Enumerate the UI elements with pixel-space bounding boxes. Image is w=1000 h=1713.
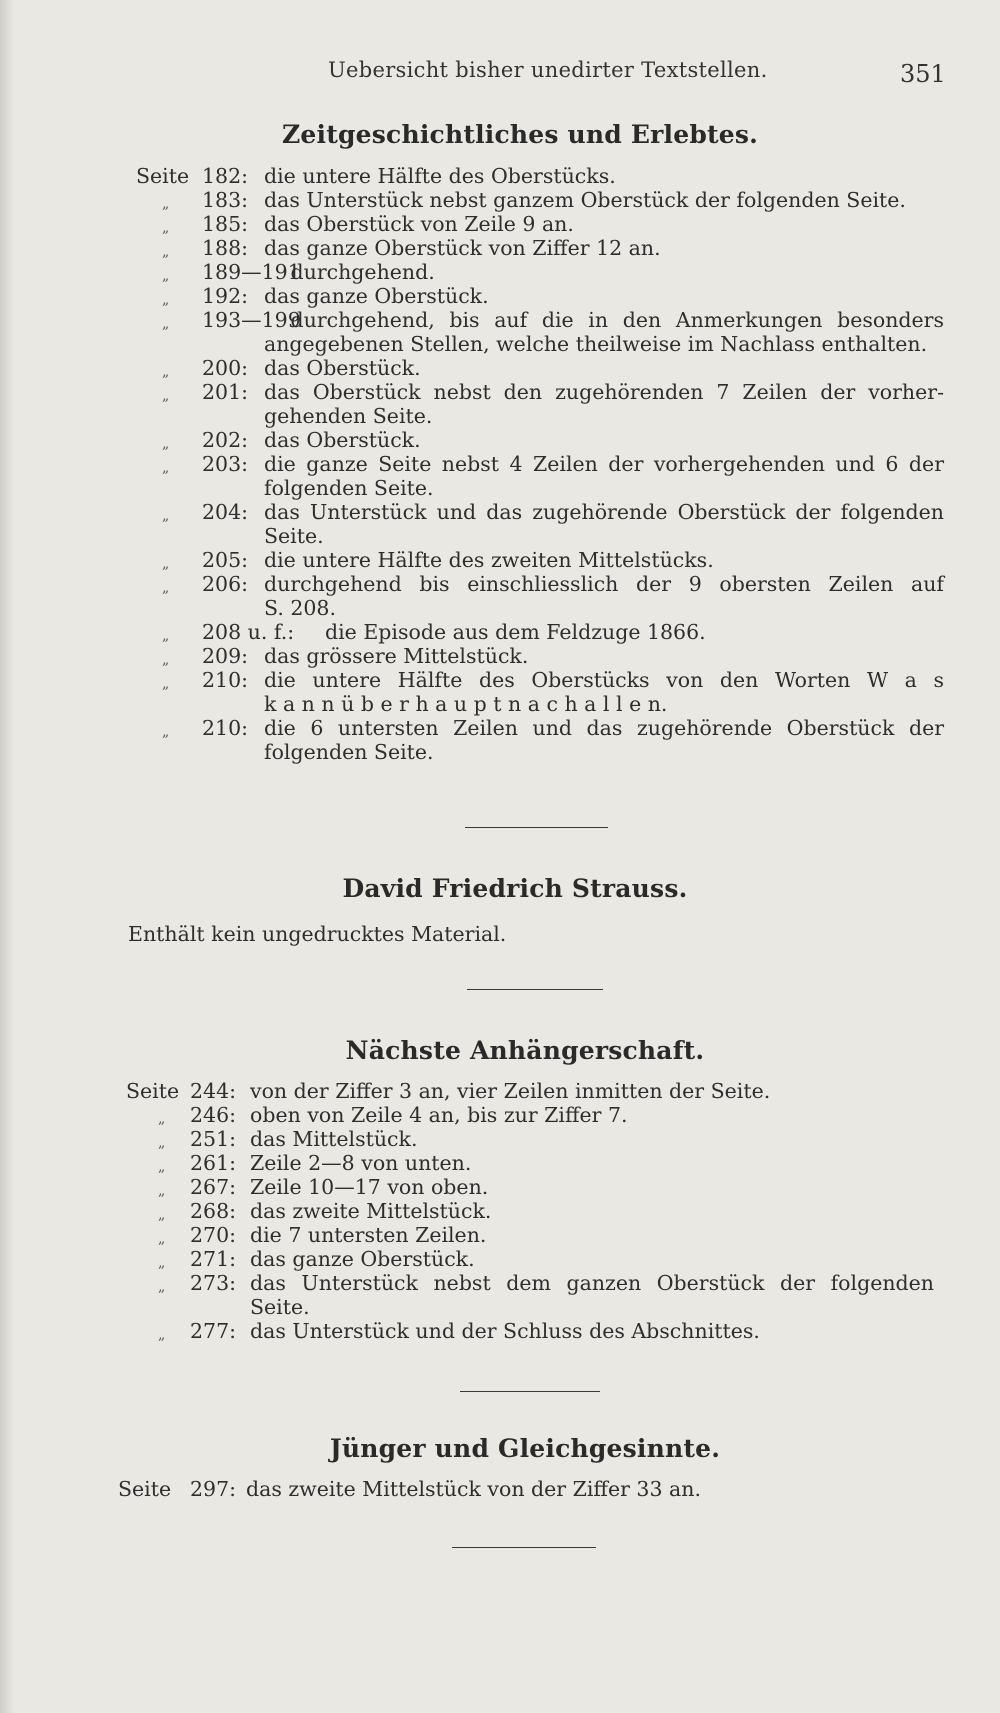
- entry-description-line: Zeile 2—8 von unten.: [250, 1151, 472, 1175]
- entry-description-line: die 7 untersten Zeilen.: [250, 1223, 487, 1247]
- list-item: [0, 164, 1000, 188]
- page-reference: 205:: [202, 548, 249, 572]
- page-reference: 188:: [202, 236, 249, 260]
- ditto-mark: „: [158, 1135, 166, 1151]
- list-item: [0, 1223, 1000, 1247]
- entry-description-line: gehenden Seite.: [264, 404, 433, 428]
- entry-description-line: das Unterstück nebst dem ganzen Oberstück der folgenden: [250, 1271, 934, 1295]
- section-title: Nächste Anhängerschaft.: [345, 1036, 705, 1065]
- list-item: [0, 1477, 1000, 1501]
- list-item: [0, 1151, 1000, 1175]
- entry-description-line: Seite.: [250, 1295, 310, 1319]
- list-item: [0, 452, 1000, 500]
- page-reference: 203:: [202, 452, 249, 476]
- entry-description-line: angegebenen Stellen, welche theilweise im Nachlass enthalten.: [264, 332, 928, 356]
- entry-description-line: durchgehend.: [290, 260, 435, 284]
- entry-description-line: die 6 untersten Zeilen und das zugehörende Oberstück der: [264, 716, 944, 740]
- section-zeitgeschichtliches: [0, 120, 1000, 764]
- ditto-mark: „: [162, 316, 170, 332]
- list-item: [0, 212, 1000, 236]
- ditto-mark: „: [158, 1231, 166, 1247]
- entry-description-line: von der Ziffer 3 an, vier Zeilen inmitten der Seite.: [250, 1079, 771, 1103]
- entry-description-line: das grössere Mittelstück.: [264, 644, 529, 668]
- entry-description-line: die Episode aus dem Feldzuge 1866.: [325, 620, 706, 644]
- section-divider: [452, 1547, 596, 1548]
- lead-word: Seite: [126, 1079, 180, 1103]
- ditto-mark: „: [158, 1183, 166, 1199]
- list-item: [0, 644, 1000, 668]
- entry-description-line: Seite.: [264, 524, 324, 548]
- section-divider: [465, 827, 608, 828]
- list-item: [0, 1103, 1000, 1127]
- page-reference: 244:: [190, 1079, 237, 1103]
- entry-description-line: die untere Hälfte des Oberstücks.: [264, 164, 616, 188]
- ditto-mark: „: [162, 388, 170, 404]
- ditto-mark: „: [158, 1327, 166, 1343]
- entry-description-line: die untere Hälfte des zweiten Mittelstücks.: [264, 548, 714, 572]
- entry-description-line: die untere Hälfte des Oberstücks von den Worten W a s: [264, 668, 944, 692]
- list-item: [0, 428, 1000, 452]
- page-reference: 193—199: [202, 308, 301, 332]
- page-reference: 189—191: [202, 260, 301, 284]
- section-title: David Friedrich Strauss.: [342, 874, 688, 903]
- entry-description-line: das Oberstück von Zeile 9 an.: [264, 212, 574, 236]
- list-item: [0, 1271, 1000, 1319]
- page-reference: 261:: [190, 1151, 237, 1175]
- list-item: [0, 668, 1000, 716]
- entry-description-line: durchgehend bis einschliesslich der 9 obersten Zeilen auf: [264, 572, 944, 596]
- ditto-mark: „: [158, 1255, 166, 1271]
- page-reference: 297:: [190, 1477, 237, 1501]
- list-item: [0, 1079, 1000, 1103]
- ditto-mark: „: [162, 196, 170, 212]
- page-reference: 267:: [190, 1175, 237, 1199]
- entry-description-line: das Mittelstück.: [250, 1127, 418, 1151]
- entry-description-line: Zeile 10—17 von oben.: [250, 1175, 489, 1199]
- page-reference: 273:: [190, 1271, 237, 1295]
- ditto-mark: „: [158, 1279, 166, 1295]
- list-item: [0, 1319, 1000, 1343]
- ditto-mark: „: [162, 292, 170, 308]
- list-item: [0, 380, 1000, 428]
- entry-description-line: k a n n ü b e r h a u p t n a c h a l l e n.: [264, 692, 668, 716]
- section-title: Zeitgeschichtliches und Erlebtes.: [281, 120, 759, 149]
- ditto-mark: „: [162, 676, 170, 692]
- entry-description-line: oben von Zeile 4 an, bis zur Ziffer 7.: [250, 1103, 628, 1127]
- running-head: [0, 58, 1000, 98]
- page-reference: 208 u. f.:: [202, 620, 295, 644]
- list-item: [0, 236, 1000, 260]
- list-item: [0, 572, 1000, 620]
- lead-word: Seite: [118, 1477, 172, 1501]
- entry-description-line: das Oberstück nebst den zugehörenden 7 Zeilen der vorher-: [264, 380, 944, 404]
- page-reference: 251:: [190, 1127, 237, 1151]
- ditto-mark: „: [162, 556, 170, 572]
- list-item: [0, 260, 1000, 284]
- list-item: [0, 308, 1000, 356]
- lead-word: Seite: [136, 164, 190, 188]
- ditto-mark: „: [162, 244, 170, 260]
- entry-description-line: S. 208.: [264, 596, 336, 620]
- section-title: Jünger und Gleichgesinnte.: [329, 1434, 721, 1463]
- page-reference: 210:: [202, 716, 249, 740]
- page-reference: 277:: [190, 1319, 237, 1343]
- page-reference: 202:: [202, 428, 249, 452]
- entry-list: [0, 1477, 1000, 1501]
- ditto-mark: „: [162, 508, 170, 524]
- entry-description-line: das ganze Oberstück von Ziffer 12 an.: [264, 236, 661, 260]
- page-reference: 200:: [202, 356, 249, 380]
- entry-description-line: das Unterstück und das zugehörende Oberstück der folgenden: [264, 500, 944, 524]
- page-reference: 246:: [190, 1103, 237, 1127]
- entry-description-line: folgenden Seite.: [264, 740, 434, 764]
- running-head-title: Uebersicht bisher unedirter Textstellen.: [328, 58, 768, 82]
- list-item: [0, 188, 1000, 212]
- section-divider: [460, 1391, 600, 1392]
- entry-description-line: folgenden Seite.: [264, 476, 434, 500]
- list-item: [0, 620, 1000, 644]
- section-text: Enthält kein ungedrucktes Material.: [128, 922, 507, 946]
- list-item: [0, 1247, 1000, 1271]
- page-number: 351: [900, 60, 946, 88]
- ditto-mark: „: [158, 1159, 166, 1175]
- list-item: [0, 284, 1000, 308]
- ditto-mark: „: [162, 460, 170, 476]
- page-reference: 271:: [190, 1247, 237, 1271]
- section-anhaengerschaft: [0, 1036, 1000, 1343]
- list-item: [0, 1175, 1000, 1199]
- entry-list: [0, 1079, 1000, 1343]
- ditto-mark: „: [162, 436, 170, 452]
- entry-description-line: das zweite Mittelstück.: [250, 1199, 492, 1223]
- page-reference: 206:: [202, 572, 249, 596]
- ditto-mark: „: [162, 628, 170, 644]
- list-item: [0, 1199, 1000, 1223]
- page-reference: 210:: [202, 668, 249, 692]
- ditto-mark: „: [162, 580, 170, 596]
- ditto-mark: „: [158, 1111, 166, 1127]
- page-reference: 183:: [202, 188, 249, 212]
- section-strauss: [0, 874, 1000, 946]
- entry-description-line: das Oberstück.: [264, 356, 421, 380]
- page-reference: 201:: [202, 380, 249, 404]
- list-item: [0, 500, 1000, 548]
- entry-description-line: das ganze Oberstück.: [264, 284, 489, 308]
- page-reference: 185:: [202, 212, 249, 236]
- entry-list: [0, 164, 1000, 764]
- entry-description-line: das Unterstück nebst ganzem Oberstück der folgenden Seite.: [264, 188, 906, 212]
- list-item: [0, 716, 1000, 764]
- page-reference: 270:: [190, 1223, 237, 1247]
- page-reference: 192:: [202, 284, 249, 308]
- entry-description-line: das zweite Mittelstück von der Ziffer 33 an.: [246, 1477, 701, 1501]
- entry-description-line: das Oberstück.: [264, 428, 421, 452]
- ditto-mark: „: [162, 220, 170, 236]
- ditto-mark: „: [162, 724, 170, 740]
- ditto-mark: „: [162, 364, 170, 380]
- entry-description-line: die ganze Seite nebst 4 Zeilen der vorhergehenden und 6 der: [264, 452, 944, 476]
- page-reference: 182:: [202, 164, 249, 188]
- list-item: [0, 548, 1000, 572]
- page-reference: 268:: [190, 1199, 237, 1223]
- page-reference: 209:: [202, 644, 249, 668]
- entry-description-line: durchgehend, bis auf die in den Anmerkungen besonders: [290, 308, 944, 332]
- ditto-mark: „: [162, 652, 170, 668]
- entry-description-line: das ganze Oberstück.: [250, 1247, 475, 1271]
- list-item: [0, 356, 1000, 380]
- page-reference: 204:: [202, 500, 249, 524]
- ditto-mark: „: [162, 268, 170, 284]
- entry-description-line: das Unterstück und der Schluss des Abschnittes.: [250, 1319, 760, 1343]
- section-juenger: [0, 1434, 1000, 1501]
- list-item: [0, 1127, 1000, 1151]
- section-divider: [467, 989, 603, 990]
- ditto-mark: „: [158, 1207, 166, 1223]
